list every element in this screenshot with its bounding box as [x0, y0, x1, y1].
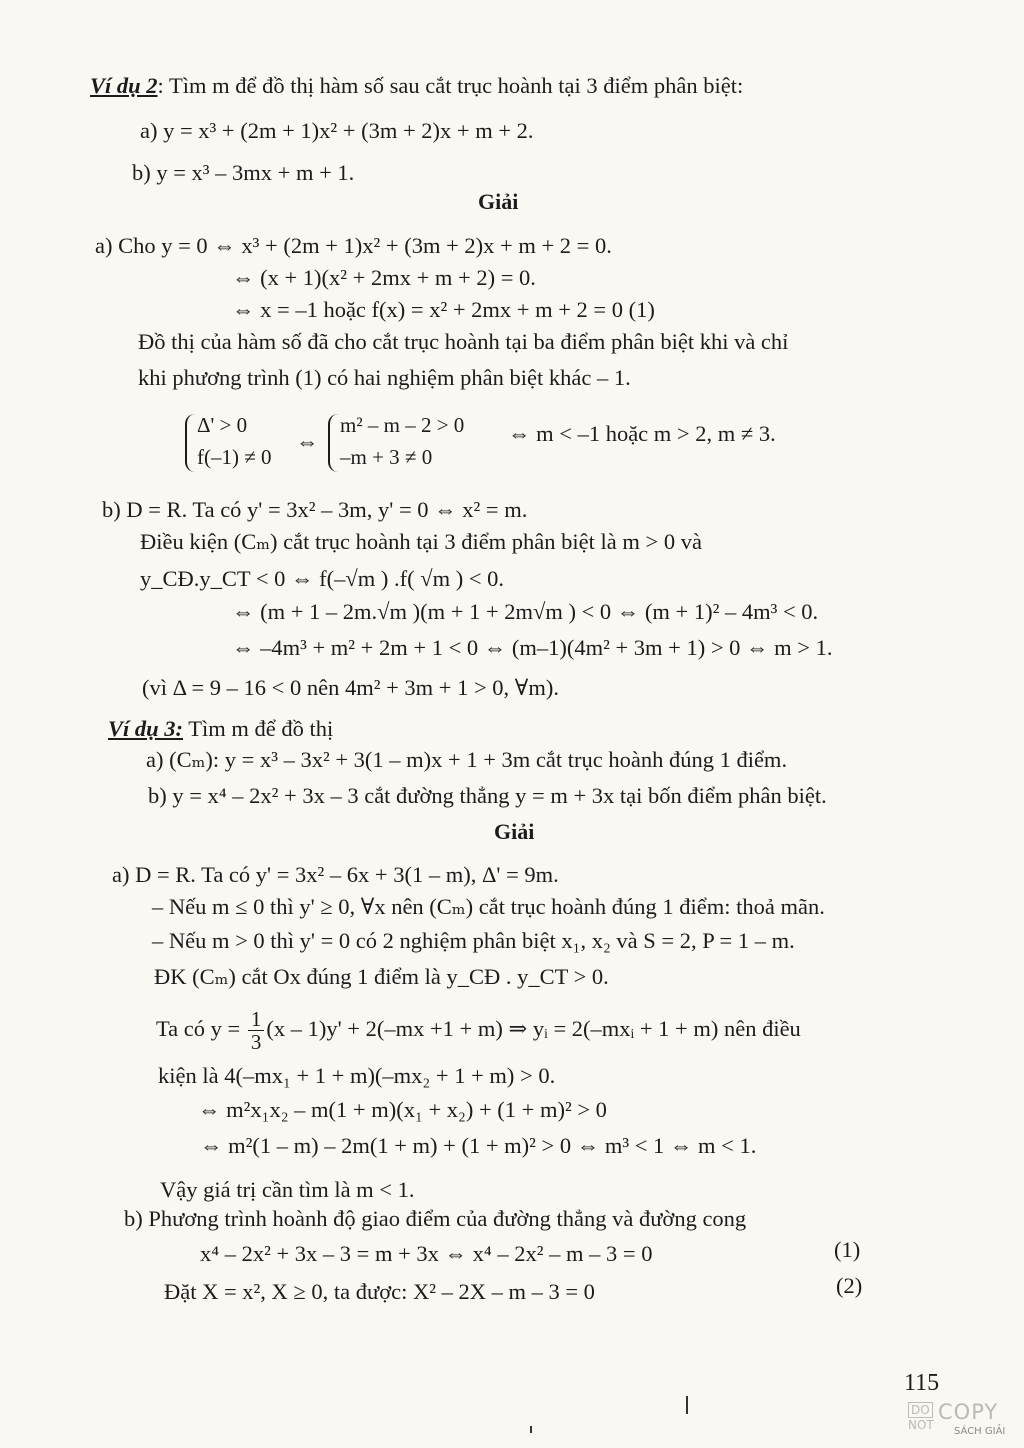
example-2-part-a: a) y = x³ + (2m + 1)x² + (3m + 2)x + m + 2. — [140, 118, 534, 143]
solution-3a-line-1: a) D = R. Ta có y' = 3x² – 6x + 3(1 – m), Δ' = 9m. — [112, 862, 559, 887]
example-2-prompt: : Tìm m để đồ thị hàm số sau cắt trục hoành tại 3 điểm phân biệt: — [157, 73, 744, 98]
example-3-prompt: Tìm m để đồ thị — [183, 716, 334, 741]
example-2-label: Ví dụ 2 — [90, 73, 158, 98]
watermark-brand: SÁCH GIẢI — [954, 1426, 1006, 1437]
solution-2b-line-4: ⇔ (m + 1 – 2m.√m )(m + 1 + 2m√m ) < 0 ⇔ (m + 1)² – 4m³ < 0. — [232, 599, 819, 624]
condition-quadratic: m² – m – 2 > 0 — [340, 413, 465, 437]
condition-linear: –m + 3 ≠ 0 — [340, 445, 433, 469]
solution-3b-equation-1: x⁴ – 2x² + 3x – 3 = m + 3x ⇔ x⁴ – 2x² – m – 3 = 0 — [200, 1241, 653, 1266]
solution-2a-line-5: khi phương trình (1) có hai nghiệm phân biệt khác – 1. — [138, 365, 631, 390]
condition-system-left — [185, 412, 305, 476]
solution-3b-equation-2: Đặt X = x², X ≥ 0, ta được: X² – 2X – m – 3 = 0 — [164, 1279, 595, 1304]
solution-heading-2: Giải — [494, 819, 535, 844]
solution-3a-line-8: ⇔ m²(1 – m) – 2m(1 + m) + (1 + m)² > 0 ⇔ m³ < 1 ⇔ m < 1. — [200, 1133, 757, 1158]
watermark-not: NOT — [908, 1418, 934, 1432]
solution-2b-line-2: Điều kiện (Cₘ) cắt trục hoành tại 3 điểm phân biệt là m > 0 và — [140, 529, 702, 554]
example-3-label: Ví dụ 3: — [108, 716, 184, 741]
solution-3a-line-2: – Nếu m ≤ 0 thì y' ≥ 0, ∀x nên (Cₘ) cắt trục hoành đúng 1 điểm: thoả mãn. — [152, 894, 825, 919]
condition-delta: Δ' > 0 — [197, 413, 248, 437]
left-brace — [185, 414, 197, 472]
equivalence-symbol: ⇔ — [296, 429, 319, 454]
right-brace — [328, 414, 340, 472]
page-number: 115 — [904, 1370, 940, 1396]
example-3-part-a: a) (Cₘ): y = x³ – 3x² + 3(1 – m)x + 1 + 3m cắt trục hoành đúng 1 điểm. — [146, 747, 788, 772]
solution-2b-line-5: ⇔ –4m³ + m² + 2m + 1 < 0 ⇔ (m–1)(4m² + 3m + 1) > 0 ⇔ m > 1. — [232, 635, 833, 660]
solution-3a-conclusion: Vậy giá trị cần tìm là m < 1. — [160, 1177, 415, 1202]
example-3-part-b: b) y = x⁴ – 2x² + 3x – 3 cắt đường thẳng y = m + 3x tại bốn điểm phân biệt. — [148, 783, 827, 808]
example-3-heading — [108, 715, 333, 743]
scan-mark — [686, 1396, 688, 1414]
solution-3a-line-6: kiện là 4(–mx₁ + 1 + m)(–mx₂ + 1 + m) > 0. — [158, 1063, 556, 1088]
solution-2a-line-2: ⇔ (x + 1)(x² + 2mx + m + 2) = 0. — [232, 265, 536, 290]
condition-system-right — [328, 412, 508, 476]
fraction-line-suffix: (x – 1)y' + 2(–mx +1 + m) ⇒ yᵢ = 2(–mxᵢ + 1 + m) nên điều — [266, 1016, 801, 1041]
one-third-fraction — [248, 1008, 265, 1053]
example-2-part-b: b) y = x³ – 3mx + m + 1. — [132, 160, 355, 185]
fraction-denominator: 3 — [250, 1030, 262, 1055]
watermark-do: DO — [908, 1402, 933, 1418]
solution-2a-line-4: Đồ thị của hàm số đã cho cắt trục hoành tại ba điểm phân biệt khi và chỉ — [138, 329, 789, 354]
system-result: ⇔ m < –1 hoặc m > 2, m ≠ 3. — [508, 421, 776, 446]
solution-2b-line-3: y_CĐ.y_CT < 0 ⇔ f(–√m ) .f( √m ) < 0. — [140, 566, 505, 591]
fraction-numerator: 1 — [248, 1008, 265, 1031]
solution-3a-line-7: ⇔ m²x₁x₂ – m(1 + m)(x₁ + x₂) + (1 + m)² > 0 — [198, 1097, 607, 1122]
do-not-copy-watermark — [908, 1400, 1008, 1442]
equation-1-label: (1) — [834, 1237, 861, 1262]
example-2-heading — [90, 72, 743, 100]
fraction-line-prefix: Ta có y = — [156, 1016, 241, 1041]
watermark-copy: COPY — [938, 1400, 999, 1424]
solution-2b-line-1: b) D = R. Ta có y' = 3x² – 3m, y' = 0 ⇔ x² = m. — [102, 497, 528, 522]
solution-2a-line-3: ⇔ x = –1 hoặc f(x) = x² + 2mx + m + 2 = 0 (1) — [232, 297, 655, 322]
solution-heading-1: Giải — [478, 189, 519, 214]
solution-2b-line-6: (vì Δ = 9 – 16 < 0 nên 4m² + 3m + 1 > 0, ∀m). — [142, 675, 559, 700]
equation-2-label: (2) — [836, 1273, 863, 1298]
condition-f-value: f(–1) ≠ 0 — [197, 445, 272, 469]
solution-3a-fraction-line — [156, 1004, 801, 1054]
solution-3b-line-1: b) Phương trình hoành độ giao điểm của đường thẳng và đường cong — [124, 1206, 747, 1231]
solution-3a-line-3: – Nếu m > 0 thì y' = 0 có 2 nghiệm phân biệt x₁, x₂ và S = 2, P = 1 – m. — [152, 928, 795, 953]
solution-2a-line-1: a) Cho y = 0 ⇔ x³ + (2m + 1)x² + (3m + 2)x + m + 2 = 0. — [95, 233, 612, 258]
solution-3a-line-4: ĐK (Cₘ) cắt Ox đúng 1 điểm là y_CĐ . y_CT > 0. — [154, 964, 609, 989]
scan-dot — [530, 1426, 532, 1433]
